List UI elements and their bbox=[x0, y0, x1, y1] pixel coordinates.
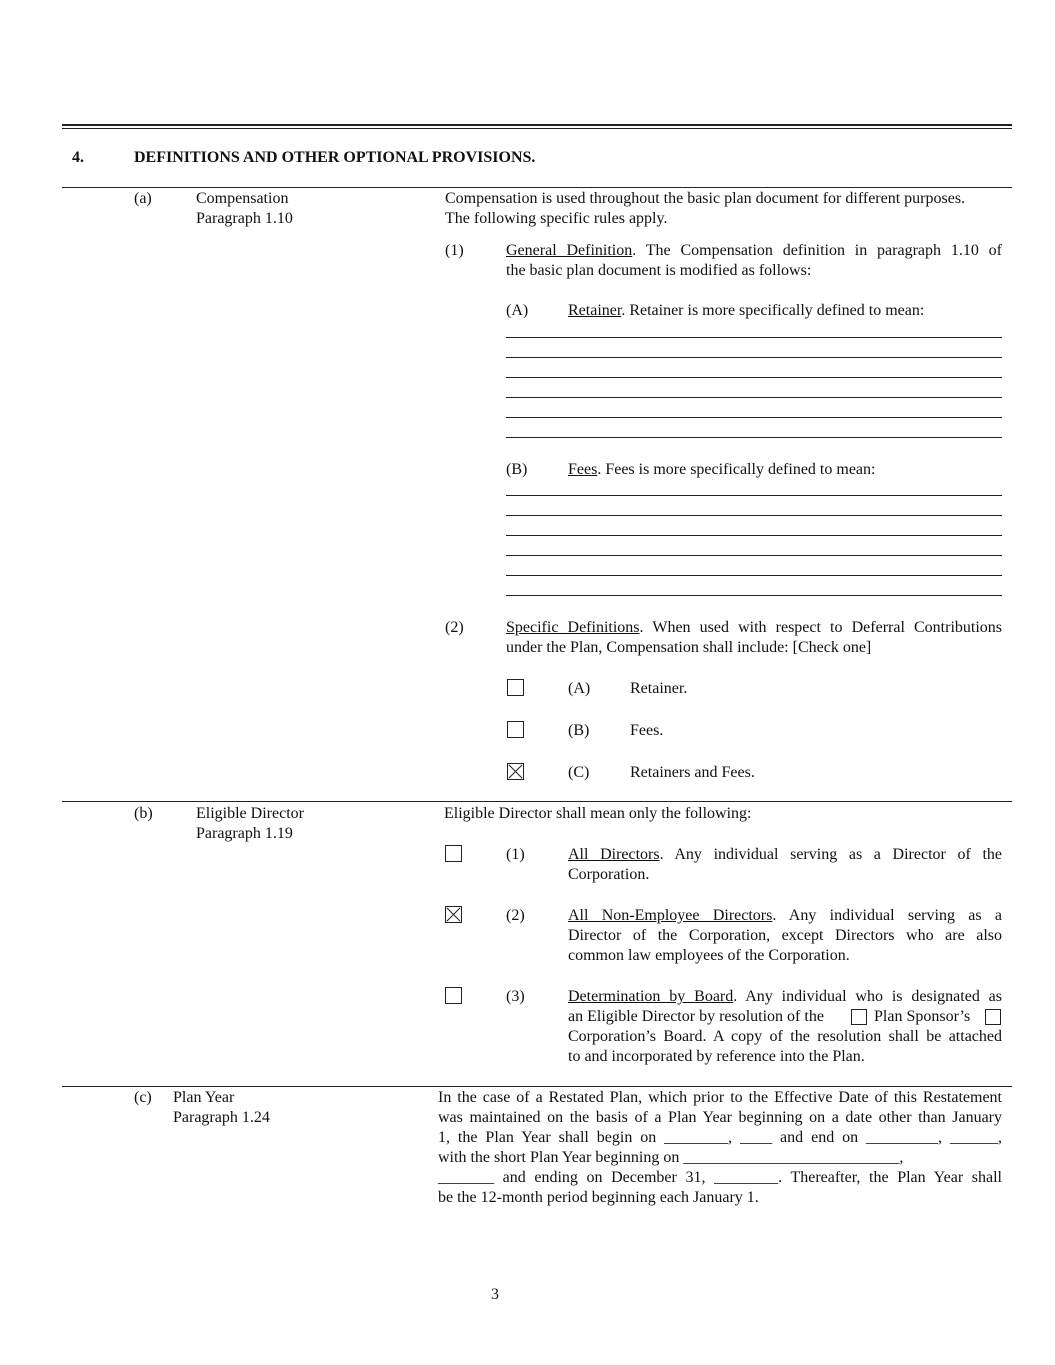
compensation-option-b-checkbox[interactable] bbox=[507, 721, 524, 738]
retainer-blank-line[interactable] bbox=[506, 377, 1002, 378]
fees-text: . Fees is more specifically defined to mean: bbox=[597, 461, 876, 478]
non-employee-directors-line3: common law employees of the Corporation. bbox=[568, 947, 850, 964]
determination-by-board-heading: Determination by Board bbox=[568, 988, 734, 1005]
item-a-intro-line1: Compensation is used throughout the basic plan document for different purposes. bbox=[445, 190, 966, 207]
fees-definition bbox=[568, 460, 875, 480]
compensation-option-c-letter: (C) bbox=[568, 764, 590, 781]
page-number: 3 bbox=[491, 1286, 499, 1303]
item-a1-number: (1) bbox=[445, 242, 464, 259]
item-c-paragraph-ref: Paragraph 1.24 bbox=[173, 1109, 270, 1126]
fees-blank-line[interactable] bbox=[506, 575, 1002, 576]
divider-b bbox=[62, 801, 1012, 802]
non-employee-directors-checkbox[interactable] bbox=[445, 906, 462, 923]
item-b-letter: (b) bbox=[134, 805, 153, 822]
retainer-blank-line[interactable] bbox=[506, 397, 1002, 398]
retainer-heading: Retainer bbox=[568, 302, 622, 319]
item-a-paragraph-ref: Paragraph 1.10 bbox=[196, 210, 293, 227]
determination-by-board-line1: Determination by Board. Any individual who is designated as bbox=[568, 988, 1003, 1005]
all-directors-line2: Corporation. bbox=[568, 866, 650, 883]
fees-blank-line[interactable] bbox=[506, 535, 1002, 536]
fees-blank-line[interactable] bbox=[506, 495, 1002, 496]
item-a-intro-line2: The following specific rules apply. bbox=[445, 210, 668, 227]
specific-definitions-text: . When used with respect to Deferral Contributions bbox=[639, 619, 1003, 636]
compensation-option-a-letter: (A) bbox=[568, 680, 591, 697]
compensation-option-b-label: Fees. bbox=[630, 722, 664, 739]
top-rule-thin bbox=[62, 128, 1012, 129]
compensation-option-a-label: Retainer. bbox=[630, 680, 688, 697]
section-number: 4. bbox=[72, 149, 84, 166]
determination-by-board-checkbox[interactable] bbox=[445, 987, 462, 1004]
plan-year-line4[interactable]: with the short Plan Year beginning on ___________________________, bbox=[438, 1149, 904, 1166]
retainer-text: . Retainer is more specifically defined to mean: bbox=[621, 302, 925, 319]
item-a2-number: (2) bbox=[445, 619, 464, 636]
non-employee-directors-line2: Director of the Corporation, except Directors who are also bbox=[568, 927, 1002, 944]
plan-year-line3[interactable]: 1, the Plan Year shall begin on ________, ____ and end on _________, ______, bbox=[438, 1129, 1002, 1146]
item-c-letter: (c) bbox=[134, 1089, 152, 1106]
item-a1-text-line2: the basic plan document is modified as follows: bbox=[506, 262, 812, 279]
item-b-label: Eligible Director bbox=[196, 805, 304, 822]
specific-definitions-heading: Specific Definitions bbox=[506, 619, 640, 636]
compensation-option-c-label: Retainers and Fees. bbox=[630, 764, 755, 781]
fees-blank-line[interactable] bbox=[506, 555, 1002, 556]
determination-by-board-line2: an Eligible Director by resolution of the bbox=[568, 1008, 824, 1025]
item-a2-text-line1 bbox=[506, 618, 1002, 638]
determination-by-board-line3: Corporation’s Board. A copy of the resolution shall be attached bbox=[568, 1028, 1002, 1045]
fees-letter: (B) bbox=[506, 461, 528, 478]
determination-by-board-line4: to and incorporated by reference into the Plan. bbox=[568, 1048, 865, 1065]
item-a-label: Compensation bbox=[196, 190, 289, 207]
item-a-letter: (a) bbox=[134, 190, 152, 207]
item-a2-text-line2: under the Plan, Compensation shall include: [Check one] bbox=[506, 639, 872, 656]
retainer-letter: (A) bbox=[506, 302, 529, 319]
plan-year-line5[interactable]: _______ and ending on December 31, ________. Thereafter, the Plan Year shall bbox=[438, 1169, 1002, 1186]
divider-c bbox=[62, 1086, 1012, 1087]
divider-a bbox=[62, 187, 1012, 188]
compensation-option-a-checkbox[interactable] bbox=[507, 679, 524, 696]
determination-by-board-number: (3) bbox=[506, 988, 525, 1005]
plan-sponsor-board-checkbox[interactable] bbox=[851, 1009, 867, 1025]
general-definition-text: . The Compensation definition in paragraph 1.10 of bbox=[632, 242, 1002, 259]
non-employee-directors-number: (2) bbox=[506, 907, 525, 924]
item-b-paragraph-ref: Paragraph 1.19 bbox=[196, 825, 293, 842]
item-b-intro: Eligible Director shall mean only the following: bbox=[444, 805, 752, 822]
general-definition-heading: General Definition bbox=[506, 242, 633, 259]
all-directors-number: (1) bbox=[506, 846, 525, 863]
fees-blank-line[interactable] bbox=[506, 595, 1002, 596]
retainer-blank-line[interactable] bbox=[506, 357, 1002, 358]
plan-year-line2: was maintained on the basis of a Plan Year beginning on a date other than January bbox=[438, 1109, 1002, 1126]
plan-sponsor-label: Plan Sponsor’s bbox=[874, 1008, 971, 1025]
item-c-label: Plan Year bbox=[173, 1089, 235, 1106]
section-title: DEFINITIONS AND OTHER OPTIONAL PROVISIONS. bbox=[134, 149, 536, 166]
plan-year-line1: In the case of a Restated Plan, which prior to the Effective Date of this Restatement bbox=[438, 1089, 1002, 1106]
retainer-blank-line[interactable] bbox=[506, 337, 1002, 338]
top-rule-thick bbox=[62, 124, 1012, 126]
non-employee-directors-line1: All Non-Employee Directors. Any individual serving as a bbox=[568, 907, 1002, 924]
all-directors-heading: All Directors bbox=[568, 846, 660, 863]
item-a1-text-line1 bbox=[506, 241, 1002, 261]
plan-year-line6: be the 12-month period beginning each January 1. bbox=[438, 1189, 759, 1206]
fees-heading: Fees bbox=[568, 461, 598, 478]
fees-blank-line[interactable] bbox=[506, 515, 1002, 516]
retainer-definition bbox=[568, 301, 924, 321]
all-directors-line1: All Directors. Any individual serving as a Director of the bbox=[568, 846, 1003, 863]
compensation-option-b-letter: (B) bbox=[568, 722, 590, 739]
retainer-blank-line[interactable] bbox=[506, 417, 1002, 418]
compensation-option-c-checkbox[interactable] bbox=[507, 763, 524, 780]
corporation-board-checkbox[interactable] bbox=[985, 1009, 1001, 1025]
retainer-blank-line[interactable] bbox=[506, 437, 1002, 438]
non-employee-directors-heading: All Non-Employee Directors bbox=[568, 907, 773, 924]
all-directors-checkbox[interactable] bbox=[445, 845, 462, 862]
